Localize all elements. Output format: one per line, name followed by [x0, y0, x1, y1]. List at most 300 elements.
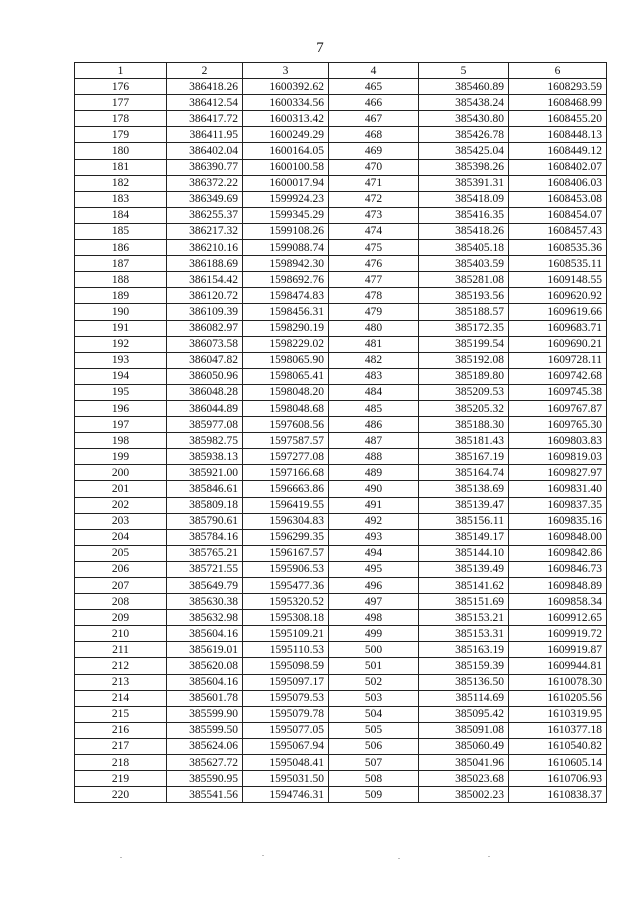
point-a-number-cell: 215: [75, 706, 167, 722]
table-row: [75, 561, 607, 577]
point-a-x-cell: 386210.16: [167, 240, 243, 256]
point-b-x-cell: 385172.35: [419, 320, 509, 336]
point-a-x-cell: 385541.56: [167, 787, 243, 803]
point-b-number-cell: 508: [329, 771, 419, 787]
point-a-x-cell: 385601.78: [167, 690, 243, 706]
point-b-y-cell: 1609803.83: [509, 433, 607, 449]
point-a-y-cell: 1598456.31: [243, 304, 329, 320]
point-b-y-cell: 1610205.56: [509, 690, 607, 706]
point-b-x-cell: 385151.69: [419, 594, 509, 610]
point-b-number-cell: 492: [329, 513, 419, 529]
point-b-y-cell: 1609842.86: [509, 545, 607, 561]
point-a-y-cell: 1598692.76: [243, 272, 329, 288]
table-row: [75, 529, 607, 545]
point-a-x-cell: 385599.90: [167, 706, 243, 722]
point-b-number-cell: 504: [329, 706, 419, 722]
point-a-number-cell: 205: [75, 545, 167, 561]
point-b-y-cell: 1609742.68: [509, 368, 607, 384]
point-a-y-cell: 1595098.59: [243, 658, 329, 674]
table-row: [75, 400, 607, 416]
point-b-number-cell: 494: [329, 545, 419, 561]
point-b-number-cell: 471: [329, 175, 419, 191]
point-a-number-cell: 185: [75, 223, 167, 239]
table-row: [75, 738, 607, 754]
point-b-x-cell: 385136.50: [419, 674, 509, 690]
point-a-number-cell: 207: [75, 578, 167, 594]
point-a-number-cell: 196: [75, 400, 167, 416]
point-a-number-cell: 209: [75, 610, 167, 626]
point-a-x-cell: 385619.01: [167, 642, 243, 658]
point-b-x-cell: 385188.30: [419, 417, 509, 433]
point-b-number-cell: 481: [329, 336, 419, 352]
table-row: [75, 207, 607, 223]
point-b-y-cell: 1608448.13: [509, 127, 607, 143]
point-a-number-cell: 177: [75, 95, 167, 111]
column-header-2: 2: [167, 63, 243, 79]
point-a-x-cell: 385846.61: [167, 481, 243, 497]
point-b-y-cell: 1610078.30: [509, 674, 607, 690]
point-a-y-cell: 1598290.19: [243, 320, 329, 336]
point-b-x-cell: 385114.69: [419, 690, 509, 706]
point-b-x-cell: 385403.59: [419, 256, 509, 272]
point-b-y-cell: 1609620.92: [509, 288, 607, 304]
header-row: [75, 63, 607, 79]
point-a-x-cell: 385977.08: [167, 417, 243, 433]
point-b-y-cell: 1608449.12: [509, 143, 607, 159]
point-a-number-cell: 218: [75, 755, 167, 771]
point-a-y-cell: 1596304.83: [243, 513, 329, 529]
point-b-x-cell: 385139.49: [419, 561, 509, 577]
column-header-4: 4: [329, 63, 419, 79]
point-b-number-cell: 498: [329, 610, 419, 626]
point-a-number-cell: 187: [75, 256, 167, 272]
point-a-x-cell: 385590.95: [167, 771, 243, 787]
point-b-y-cell: 1608453.08: [509, 191, 607, 207]
point-a-y-cell: 1595109.21: [243, 626, 329, 642]
point-b-number-cell: 470: [329, 159, 419, 175]
point-b-x-cell: 385192.08: [419, 352, 509, 368]
table-row: [75, 384, 607, 400]
point-b-x-cell: 385023.68: [419, 771, 509, 787]
point-a-y-cell: 1595031.50: [243, 771, 329, 787]
point-a-x-cell: 386044.89: [167, 400, 243, 416]
point-a-x-cell: 386349.69: [167, 191, 243, 207]
table-row: [75, 320, 607, 336]
point-a-y-cell: 1597277.08: [243, 449, 329, 465]
point-b-number-cell: 489: [329, 465, 419, 481]
point-a-x-cell: 385627.72: [167, 755, 243, 771]
point-a-number-cell: 181: [75, 159, 167, 175]
point-a-number-cell: 197: [75, 417, 167, 433]
point-b-x-cell: 385189.80: [419, 368, 509, 384]
point-a-x-cell: 386418.26: [167, 79, 243, 95]
point-a-x-cell: 386390.77: [167, 159, 243, 175]
point-a-y-cell: 1595320.52: [243, 594, 329, 610]
point-b-number-cell: 487: [329, 433, 419, 449]
point-a-x-cell: 385765.21: [167, 545, 243, 561]
point-b-x-cell: 385167.19: [419, 449, 509, 465]
point-a-x-cell: 386120.72: [167, 288, 243, 304]
point-b-x-cell: 385164.74: [419, 465, 509, 481]
point-a-y-cell: 1595067.94: [243, 738, 329, 754]
point-b-number-cell: 505: [329, 722, 419, 738]
point-b-number-cell: 495: [329, 561, 419, 577]
table-row: [75, 642, 607, 658]
table-row: [75, 594, 607, 610]
point-b-y-cell: 1608535.11: [509, 256, 607, 272]
point-a-x-cell: 386411.95: [167, 127, 243, 143]
point-a-y-cell: 1598048.68: [243, 400, 329, 416]
point-b-number-cell: 484: [329, 384, 419, 400]
point-b-y-cell: 1609767.87: [509, 400, 607, 416]
point-a-y-cell: 1595110.53: [243, 642, 329, 658]
point-a-y-cell: 1595097.17: [243, 674, 329, 690]
point-b-x-cell: 385159.39: [419, 658, 509, 674]
point-a-number-cell: 195: [75, 384, 167, 400]
point-a-x-cell: 385604.16: [167, 626, 243, 642]
point-b-x-cell: 385153.21: [419, 610, 509, 626]
point-b-x-cell: 385398.26: [419, 159, 509, 175]
point-b-x-cell: 385095.42: [419, 706, 509, 722]
point-a-x-cell: 386417.72: [167, 111, 243, 127]
point-a-number-cell: 219: [75, 771, 167, 787]
table-row: [75, 578, 607, 594]
point-a-x-cell: 386372.22: [167, 175, 243, 191]
point-b-x-cell: 385438.24: [419, 95, 509, 111]
point-a-number-cell: 194: [75, 368, 167, 384]
table-row: [75, 304, 607, 320]
point-b-number-cell: 502: [329, 674, 419, 690]
point-a-number-cell: 189: [75, 288, 167, 304]
point-a-y-cell: 1600334.56: [243, 95, 329, 111]
point-b-y-cell: 1609919.72: [509, 626, 607, 642]
point-b-x-cell: 385391.31: [419, 175, 509, 191]
point-a-number-cell: 202: [75, 497, 167, 513]
point-b-x-cell: 385181.43: [419, 433, 509, 449]
point-b-number-cell: 483: [329, 368, 419, 384]
point-a-number-cell: 208: [75, 594, 167, 610]
point-a-number-cell: 200: [75, 465, 167, 481]
point-a-number-cell: 206: [75, 561, 167, 577]
point-a-x-cell: 386050.96: [167, 368, 243, 384]
point-a-number-cell: 186: [75, 240, 167, 256]
page-number: 7: [316, 40, 324, 56]
point-b-y-cell: 1609819.03: [509, 449, 607, 465]
point-b-y-cell: 1610706.93: [509, 771, 607, 787]
table-row: [75, 706, 607, 722]
point-b-x-cell: 385141.62: [419, 578, 509, 594]
point-b-y-cell: 1608535.36: [509, 240, 607, 256]
point-b-x-cell: 385281.08: [419, 272, 509, 288]
point-a-number-cell: 220: [75, 787, 167, 803]
point-b-x-cell: 385460.89: [419, 79, 509, 95]
point-b-number-cell: 488: [329, 449, 419, 465]
point-b-x-cell: 385163.19: [419, 642, 509, 658]
point-b-number-cell: 497: [329, 594, 419, 610]
point-a-x-cell: 385938.13: [167, 449, 243, 465]
table-row: [75, 79, 607, 95]
point-b-x-cell: 385144.10: [419, 545, 509, 561]
point-a-number-cell: 201: [75, 481, 167, 497]
point-a-y-cell: 1600164.05: [243, 143, 329, 159]
point-a-y-cell: 1595048.41: [243, 755, 329, 771]
point-b-y-cell: 1608468.99: [509, 95, 607, 111]
point-a-x-cell: 386402.04: [167, 143, 243, 159]
point-a-y-cell: 1598048.20: [243, 384, 329, 400]
point-a-y-cell: 1600392.62: [243, 79, 329, 95]
point-b-x-cell: 385149.17: [419, 529, 509, 545]
point-b-number-cell: 479: [329, 304, 419, 320]
point-a-number-cell: 214: [75, 690, 167, 706]
point-a-x-cell: 385809.18: [167, 497, 243, 513]
point-a-y-cell: 1595308.18: [243, 610, 329, 626]
table-row: [75, 175, 607, 191]
point-a-y-cell: 1600017.94: [243, 175, 329, 191]
point-a-number-cell: 198: [75, 433, 167, 449]
point-a-y-cell: 1595079.78: [243, 706, 329, 722]
point-b-x-cell: 385138.69: [419, 481, 509, 497]
point-a-x-cell: 385982.75: [167, 433, 243, 449]
point-b-y-cell: 1608293.59: [509, 79, 607, 95]
point-a-number-cell: 199: [75, 449, 167, 465]
scan-speck: [120, 857, 122, 858]
point-b-number-cell: 485: [329, 400, 419, 416]
point-a-x-cell: 386412.54: [167, 95, 243, 111]
point-a-y-cell: 1598065.41: [243, 368, 329, 384]
point-b-y-cell: 1609858.34: [509, 594, 607, 610]
point-b-y-cell: 1608454.07: [509, 207, 607, 223]
point-a-x-cell: 386073.58: [167, 336, 243, 352]
point-a-x-cell: 386154.42: [167, 272, 243, 288]
point-b-x-cell: 385091.08: [419, 722, 509, 738]
point-b-y-cell: 1610838.37: [509, 787, 607, 803]
point-a-y-cell: 1596419.55: [243, 497, 329, 513]
column-header-1: 1: [75, 63, 167, 79]
point-b-number-cell: 480: [329, 320, 419, 336]
point-a-number-cell: 188: [75, 272, 167, 288]
point-a-y-cell: 1597587.57: [243, 433, 329, 449]
point-b-y-cell: 1609919.87: [509, 642, 607, 658]
point-a-number-cell: 176: [75, 79, 167, 95]
scan-speck: [262, 855, 264, 856]
point-a-y-cell: 1598942.30: [243, 256, 329, 272]
table-row: [75, 771, 607, 787]
point-a-y-cell: 1599345.29: [243, 207, 329, 223]
point-a-x-cell: 385649.79: [167, 578, 243, 594]
point-b-x-cell: 385139.47: [419, 497, 509, 513]
point-b-y-cell: 1609848.89: [509, 578, 607, 594]
point-b-x-cell: 385405.18: [419, 240, 509, 256]
table-row: [75, 497, 607, 513]
column-header-5: 5: [419, 63, 509, 79]
point-a-y-cell: 1598474.83: [243, 288, 329, 304]
point-b-x-cell: 385426.78: [419, 127, 509, 143]
point-b-y-cell: 1608406.03: [509, 175, 607, 191]
point-a-x-cell: 385784.16: [167, 529, 243, 545]
point-a-y-cell: 1600249.29: [243, 127, 329, 143]
point-b-number-cell: 473: [329, 207, 419, 223]
table-row: [75, 159, 607, 175]
point-b-x-cell: 385430.80: [419, 111, 509, 127]
point-a-x-cell: 385624.06: [167, 738, 243, 754]
table-row: [75, 481, 607, 497]
point-b-x-cell: 385418.09: [419, 191, 509, 207]
point-b-x-cell: 385205.32: [419, 400, 509, 416]
point-a-y-cell: 1597608.56: [243, 417, 329, 433]
point-a-number-cell: 192: [75, 336, 167, 352]
point-a-y-cell: 1596299.35: [243, 529, 329, 545]
table-body: [75, 79, 607, 803]
point-b-y-cell: 1608402.07: [509, 159, 607, 175]
point-b-number-cell: 500: [329, 642, 419, 658]
point-b-y-cell: 1609831.40: [509, 481, 607, 497]
point-b-y-cell: 1609848.00: [509, 529, 607, 545]
point-b-y-cell: 1608457.43: [509, 223, 607, 239]
column-header-3: 3: [243, 63, 329, 79]
point-b-y-cell: 1609835.16: [509, 513, 607, 529]
table-row: [75, 433, 607, 449]
point-a-y-cell: 1598065.90: [243, 352, 329, 368]
point-a-number-cell: 204: [75, 529, 167, 545]
point-a-number-cell: 211: [75, 642, 167, 658]
table-row: [75, 465, 607, 481]
table-row: [75, 256, 607, 272]
point-a-x-cell: 386188.69: [167, 256, 243, 272]
point-b-number-cell: 475: [329, 240, 419, 256]
point-b-y-cell: 1609837.35: [509, 497, 607, 513]
table-row: [75, 513, 607, 529]
table-row: [75, 95, 607, 111]
point-b-number-cell: 472: [329, 191, 419, 207]
point-a-number-cell: 213: [75, 674, 167, 690]
point-a-y-cell: 1595906.53: [243, 561, 329, 577]
point-b-x-cell: 385041.96: [419, 755, 509, 771]
table-row: [75, 787, 607, 803]
point-b-number-cell: 490: [329, 481, 419, 497]
point-a-x-cell: 385604.16: [167, 674, 243, 690]
point-a-number-cell: 178: [75, 111, 167, 127]
column-header-6: 6: [509, 63, 607, 79]
table-header: [75, 63, 607, 79]
point-b-number-cell: 501: [329, 658, 419, 674]
table-row: [75, 690, 607, 706]
point-a-number-cell: 203: [75, 513, 167, 529]
point-a-number-cell: 193: [75, 352, 167, 368]
point-a-y-cell: 1596167.57: [243, 545, 329, 561]
point-a-y-cell: 1595079.53: [243, 690, 329, 706]
point-a-x-cell: 386082.97: [167, 320, 243, 336]
point-b-y-cell: 1609148.55: [509, 272, 607, 288]
table-row: [75, 610, 607, 626]
point-b-number-cell: 493: [329, 529, 419, 545]
point-b-y-cell: 1609745.38: [509, 384, 607, 400]
point-a-x-cell: 386047.82: [167, 352, 243, 368]
point-a-x-cell: 386217.32: [167, 223, 243, 239]
point-a-number-cell: 183: [75, 191, 167, 207]
point-a-y-cell: 1595077.05: [243, 722, 329, 738]
table-row: [75, 288, 607, 304]
point-b-number-cell: 474: [329, 223, 419, 239]
point-b-y-cell: 1609728.11: [509, 352, 607, 368]
point-b-number-cell: 467: [329, 111, 419, 127]
point-b-number-cell: 468: [329, 127, 419, 143]
point-a-y-cell: 1594746.31: [243, 787, 329, 803]
point-b-y-cell: 1609846.73: [509, 561, 607, 577]
point-b-number-cell: 482: [329, 352, 419, 368]
point-a-x-cell: 385790.61: [167, 513, 243, 529]
table-row: [75, 449, 607, 465]
table-row: [75, 658, 607, 674]
point-b-y-cell: 1609690.21: [509, 336, 607, 352]
point-b-y-cell: 1609944.81: [509, 658, 607, 674]
point-b-x-cell: 385002.23: [419, 787, 509, 803]
point-b-number-cell: 507: [329, 755, 419, 771]
point-a-y-cell: 1595477.36: [243, 578, 329, 594]
point-a-x-cell: 386255.37: [167, 207, 243, 223]
table-row: [75, 240, 607, 256]
point-a-y-cell: 1599088.74: [243, 240, 329, 256]
point-a-x-cell: 385632.98: [167, 610, 243, 626]
point-a-x-cell: 385599.50: [167, 722, 243, 738]
point-b-y-cell: 1610377.18: [509, 722, 607, 738]
point-b-number-cell: 478: [329, 288, 419, 304]
point-b-y-cell: 1609619.66: [509, 304, 607, 320]
table-row: [75, 368, 607, 384]
scan-speck: [488, 856, 490, 857]
point-b-y-cell: 1610540.82: [509, 738, 607, 754]
point-a-y-cell: 1599108.26: [243, 223, 329, 239]
point-a-number-cell: 212: [75, 658, 167, 674]
point-b-number-cell: 465: [329, 79, 419, 95]
point-b-x-cell: 385209.53: [419, 384, 509, 400]
table-row: [75, 626, 607, 642]
point-b-number-cell: 499: [329, 626, 419, 642]
table-row: [75, 111, 607, 127]
point-a-number-cell: 191: [75, 320, 167, 336]
point-b-x-cell: 385060.49: [419, 738, 509, 754]
point-b-y-cell: 1610319.95: [509, 706, 607, 722]
point-a-y-cell: 1596663.86: [243, 481, 329, 497]
table-row: [75, 191, 607, 207]
point-b-number-cell: 477: [329, 272, 419, 288]
point-a-x-cell: 386048.28: [167, 384, 243, 400]
point-b-number-cell: 486: [329, 417, 419, 433]
point-a-y-cell: 1600313.42: [243, 111, 329, 127]
point-b-number-cell: 509: [329, 787, 419, 803]
point-b-x-cell: 385418.26: [419, 223, 509, 239]
point-a-number-cell: 190: [75, 304, 167, 320]
point-b-x-cell: 385188.57: [419, 304, 509, 320]
point-b-number-cell: 503: [329, 690, 419, 706]
point-b-number-cell: 491: [329, 497, 419, 513]
point-a-number-cell: 184: [75, 207, 167, 223]
point-b-y-cell: 1609827.97: [509, 465, 607, 481]
point-a-number-cell: 182: [75, 175, 167, 191]
point-a-x-cell: 385630.38: [167, 594, 243, 610]
point-a-x-cell: 385620.08: [167, 658, 243, 674]
point-b-y-cell: 1609683.71: [509, 320, 607, 336]
point-b-number-cell: 506: [329, 738, 419, 754]
point-b-x-cell: 385199.54: [419, 336, 509, 352]
point-a-y-cell: 1597166.68: [243, 465, 329, 481]
table-row: [75, 755, 607, 771]
point-b-y-cell: 1609765.30: [509, 417, 607, 433]
table-row: [75, 143, 607, 159]
coordinates-table: [74, 62, 607, 803]
point-a-y-cell: 1598229.02: [243, 336, 329, 352]
table-row: [75, 272, 607, 288]
point-a-number-cell: 216: [75, 722, 167, 738]
